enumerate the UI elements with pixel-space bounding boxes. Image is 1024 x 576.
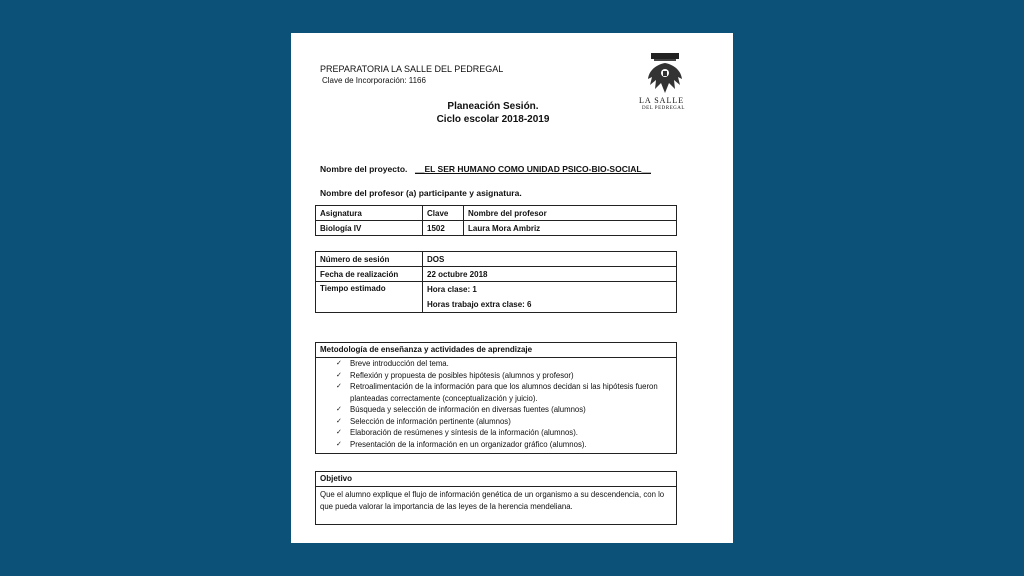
objective-text: Que el alumno explique el flujo de información genética de un organismo a su descendencia, con lo que pueda valorar la importancia de las leyes de la herencia mendeliana. xyxy=(320,490,665,511)
table-row xyxy=(316,282,677,313)
check-icon: ✓ xyxy=(336,440,342,448)
table-cell: DOS xyxy=(423,252,677,267)
check-icon: ✓ xyxy=(336,360,342,367)
check-icon: ✓ xyxy=(336,406,342,413)
methodology-box xyxy=(315,342,677,454)
document-title: Planeación Sesión. xyxy=(447,101,539,112)
check-icon: ✓ xyxy=(336,429,342,436)
table-cell: Fecha de realización xyxy=(316,267,423,282)
incorporation-code: Clave de Incorporación: 1166 xyxy=(322,76,426,85)
objective-box xyxy=(315,471,677,525)
logo-subtext: DEL PEDREGAL xyxy=(642,106,685,111)
table-cell xyxy=(423,282,677,313)
list-item: ✓ Elaboración de resúmenes y síntesis de la información (alumnos). xyxy=(336,428,578,437)
table-row xyxy=(316,267,677,282)
time-class-hours: Hora clase: 1 xyxy=(427,285,477,294)
check-icon: ✓ xyxy=(336,383,342,390)
table-cell: 22 octubre 2018 xyxy=(423,267,677,282)
project-label: Nombre del proyecto. xyxy=(320,164,408,174)
table-cell: 1502 xyxy=(423,221,464,236)
list-item: ✓ Búsqueda y selección de información en diversas fuentes (alumnos) xyxy=(336,405,586,414)
project-name: __EL SER HUMANO COMO UNIDAD PSICO-BIO-SOCIAL__ xyxy=(415,164,651,174)
objective-title: Objetivo xyxy=(316,472,676,487)
table-cell: Biología IV xyxy=(316,221,423,236)
methodology-list xyxy=(316,358,676,450)
table-row xyxy=(316,252,677,267)
list-item: ✓ Reflexión y propuesta de posibles hipótesis (alumnos y profesor) xyxy=(336,370,574,380)
check-icon: ✓ xyxy=(336,417,342,425)
list-item: ✓ Selección de información pertinente (alumnos) xyxy=(336,416,511,426)
subject-table xyxy=(315,205,677,236)
session-table xyxy=(315,251,677,313)
document-subtitle: Ciclo escolar 2018-2019 xyxy=(436,114,550,125)
list-item: ✓ Retroalimentación de la información para que los alumnos decidan si las hipótesis fueron planteadas correctamente (conceptualización y juicio). xyxy=(336,382,658,403)
table-cell: Número de sesión xyxy=(316,252,423,267)
list-item: ✓ Breve introducción del tema. xyxy=(336,359,449,368)
list-item: ✓ Presentación de la información en un organizador gráfico (alumnos). xyxy=(336,439,587,449)
methodology-title: Metodología de enseñanza y actividades de aprendizaje xyxy=(316,343,676,358)
table-cell: Tiempo estimado xyxy=(316,282,423,313)
logo-text: LA SALLE xyxy=(639,96,685,105)
time-extra-hours: Horas trabajo extra clase: 6 xyxy=(427,300,532,309)
table-header-cell: Nombre del profesor xyxy=(464,206,677,221)
table-header-cell: Clave xyxy=(423,206,464,221)
document-page xyxy=(291,33,733,543)
table-row xyxy=(316,221,677,236)
check-icon: ✓ xyxy=(336,371,342,379)
table-header-cell: Asignatura xyxy=(316,206,423,221)
school-name: PREPARATORIA LA SALLE DEL PEDREGAL xyxy=(320,64,504,74)
table-header-row xyxy=(316,206,677,221)
table-cell: Laura Mora Ambriz xyxy=(464,221,677,236)
professor-label: Nombre del profesor (a) participante y asignatura. xyxy=(320,188,522,198)
